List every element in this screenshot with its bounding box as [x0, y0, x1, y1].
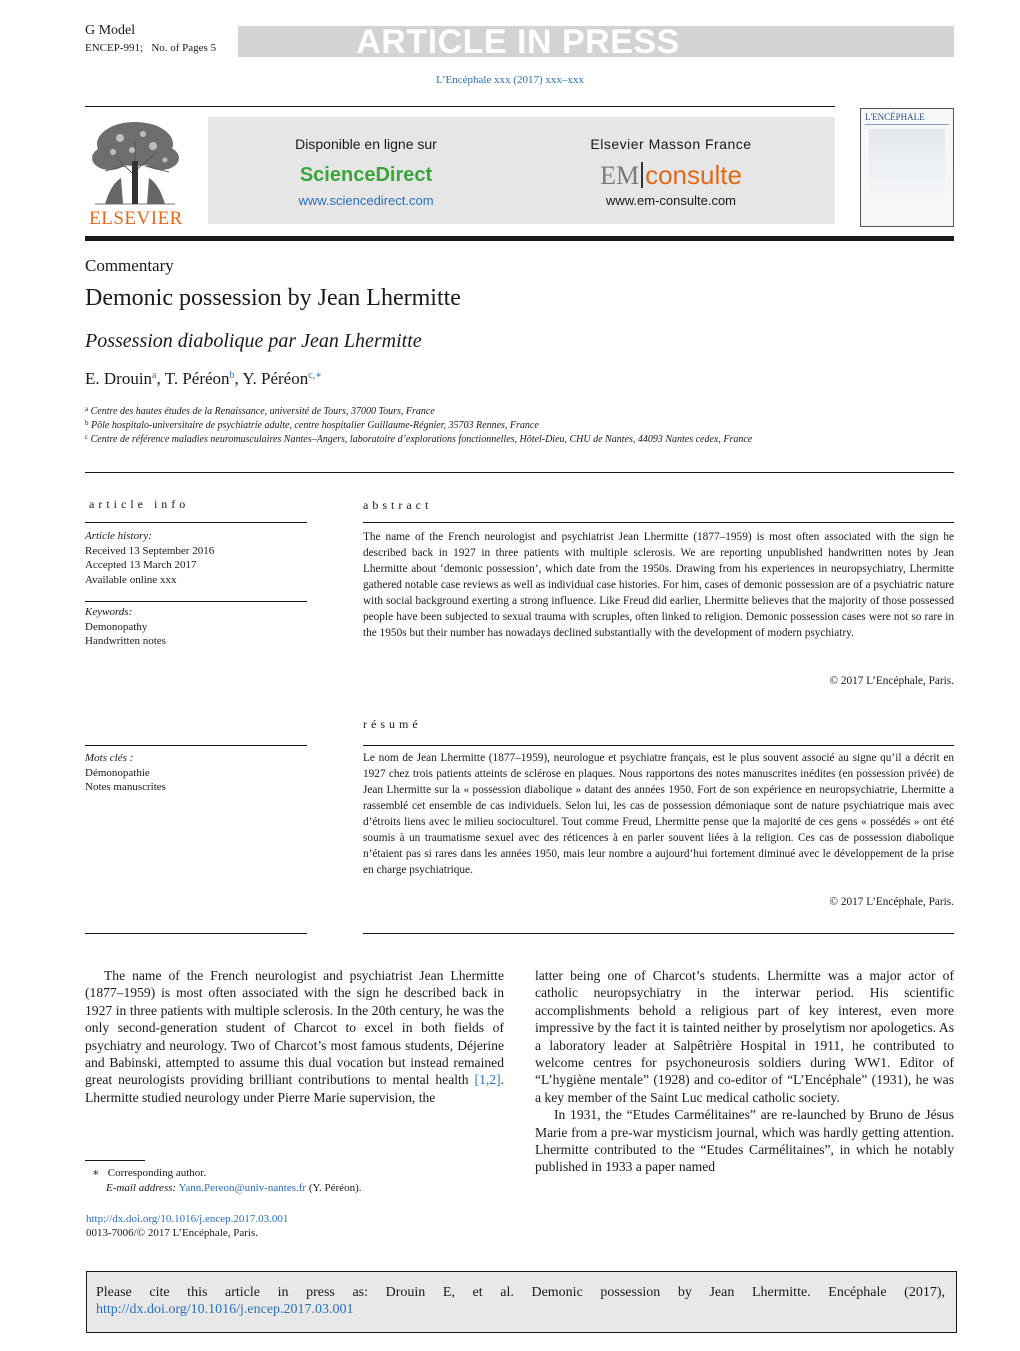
citation-sentence: Please cite this article in press as: Drouin E, et al. Demonic possession by Jean Lhermitte. Encéphale (2017), [96, 1285, 945, 1300]
author-affil-marker[interactable]: b [229, 370, 235, 381]
citation-text [96, 1284, 945, 1318]
article-title: Demonic possession by Jean Lhermitte [85, 285, 461, 311]
author-affil-marker[interactable]: a [152, 370, 157, 381]
em-consulte-link[interactable]: www.em-consulte.com [605, 193, 737, 208]
email-owner: (Y. Péréon). [308, 1182, 362, 1194]
title-block-rule [85, 472, 954, 473]
article-info-heading: article info [89, 497, 190, 511]
footnote-rule [85, 1160, 145, 1161]
encep-code: ENCEP-991; [85, 42, 144, 54]
elsevier-masson-label: Elsevier Masson France [590, 136, 752, 152]
corresponding-author-note [92, 1166, 206, 1181]
top-rule [85, 106, 835, 107]
cover-image [869, 129, 945, 199]
body-paragraph: In 1931, the “Etudes Carmélitaines” are re-launched by Bruno de Jésus Marie from a pre-war mysticism journal, which was hardly getting attention. Lhermitte contributed to the “Etudes Carmélitaines”, in which he notably published in 1933 a paper named [535, 1107, 954, 1175]
body-paragraph [85, 967, 504, 1106]
affiliation-marker: c [85, 433, 89, 441]
resume-text: Le nom de Jean Lhermitte (1877–1959), neurologue et psychiatre français, est le plus souvent associé au signe qu’il a décrit en 1927 chez trois patients atteints de sclérose en plaques. Nous rapportons des notes manuscrites inédites (en possession privée) de Jean Lhermitte sur la « possession diabolique » datant des années 1950. Fort de son expérience en neuropsychiatrie, Lhermitte a rassemblé cet ensemble de cas individuels. Selon lui, les cas de possession démoniaque sont de nature psychiatrique mais avec d’étroits liens avec le milieu socioculturel. Tout comme Freud, Lhermitte pense que la majorité de ces gens « possédés » ont été soumis à un traumatisme sexuel avec des réticences à en parler souvent liées à la religion. Ces cas de possession diabolique n’étaient pas si rares dans les années 1950, mais leur nombre a aujourd’hui fortement diminué avec le développement de la prise en charge psychiatrique. [363, 752, 954, 876]
keywords-rule [85, 601, 307, 602]
author-affil-marker[interactable]: c,∗ [308, 370, 322, 381]
author-name[interactable]: E. Drouin [85, 369, 153, 388]
keyword: Demonopathy [85, 620, 148, 633]
author-name[interactable]: Y. Péréon [242, 369, 309, 388]
author-name[interactable]: T. Péréon [164, 369, 230, 388]
resume-rule [363, 745, 954, 746]
abstract-text: The name of the French neurologist and psychiatrist Jean Lhermitte (1877–1959) is most often associated with the sign he described back in 1927 in three patients with multiple sclerosis. We are reporting unpublished handwritten notes by Jean Lhermitte about ‘demonic possession’, which date from the 1950s. Drawing from his experiences in neuropsychiatry, Lhermitte gathered notable case reviews as well as individual case histories. For him, cases of demonic possession are of a psychiatric nature with social background exerting a strong influence. Like Freud did earlier, Lhermitte believes that the majority of those possessed people have been subjected to sexual trauma with scruples, often linked to religion. Demonic possession cases were not so rare in the 1950s but their number has nowadays declined substantially with the development of modern psychiatry. [363, 531, 954, 639]
keyword: Handwritten notes [85, 635, 166, 647]
issn-copyright: 0013-7006/© 2017 L’Encéphale, Paris. [86, 1227, 259, 1239]
corresponding-author-label: Corresponding author. [107, 1167, 207, 1179]
page-count: No. of Pages 5 [151, 42, 217, 54]
article-history-label: Article history: [85, 530, 152, 542]
resume-heading: résumé [363, 717, 422, 731]
manuscript-id [85, 42, 216, 55]
email-label: E-mail address: [106, 1182, 177, 1194]
keywords-label: Keywords: [85, 606, 133, 618]
mot-cle: Notes manuscrites [85, 781, 166, 793]
body-column-2 [535, 967, 954, 1176]
abstract-copyright: © 2017 L’Encéphale, Paris. [829, 675, 954, 687]
resume-copyright: © 2017 L’Encéphale, Paris. [829, 896, 954, 908]
citation-doi-link[interactable]: http://dx.doi.org/10.1016/j.encep.2017.03.001 [96, 1302, 354, 1317]
accepted-date: Accepted 13 March 2017 [85, 559, 197, 571]
abstract-rule [363, 522, 954, 523]
mot-cle: Démonopathie [85, 766, 150, 779]
left-column-end-rule [85, 933, 307, 934]
body-text-segment: The name of the French neurologist and psychiatrist Jean Lhermitte (1877–1959) is most often associated with the sign he described back in 1927 in three patients with multiple sclerosis. In the 20th century, he was the only second-generation student of Charcot to excel in both fields of psychiatry and neurology. Two of Charcot’s most famous students, Déjerine and Babinski, attempted to assume this dual vocation but instead remained great neurologists providing brilliant contributions to mental health [85, 968, 504, 1088]
available-online-label: Disponible en ligne sur [295, 136, 437, 152]
affiliation-text: Centre des hautes études de la Renaissance, université de Tours, 37000 Tours, France [90, 406, 435, 417]
sciencedirect-logo[interactable]: ScienceDirect [299, 164, 433, 186]
mots-cles [85, 751, 166, 795]
em-logo-suffix: consulte [645, 160, 742, 190]
journal-cover-thumbnail [860, 108, 954, 227]
email-link[interactable]: Yann.Pereon@univ-nantes.fr [178, 1182, 307, 1194]
article-info-rule [85, 522, 307, 523]
affiliation [85, 430, 815, 447]
banner-bottom-rule [85, 236, 954, 241]
article-type: Commentary [85, 256, 174, 275]
received-date: Received 13 September 2016 [85, 544, 215, 557]
available-online-date: Available online xxx [85, 573, 177, 586]
article-in-press-title: ARTICLE IN PRESS [356, 23, 680, 61]
elsevier-wordmark: ELSEVIER [89, 208, 183, 229]
elsevier-tree-icon [85, 116, 185, 208]
cover-rule [865, 124, 949, 125]
reference-link[interactable]: [1,2] [474, 1072, 501, 1088]
article-subtitle: Possession diabolique par Jean Lhermitte [85, 330, 422, 352]
sciencedirect-link[interactable]: www.sciencedirect.com [298, 193, 434, 208]
email-line [106, 1181, 361, 1196]
keywords [85, 605, 166, 649]
em-logo-divider [641, 162, 643, 188]
affiliation-marker: a [85, 405, 89, 413]
mots-cles-rule [85, 745, 307, 746]
mots-cles-label: Mots clés : [85, 752, 134, 764]
em-consulte-logo[interactable] [555, 160, 787, 191]
body-text-segment: . Lhermitte studied neurology under Pierre Marie supervision, the [85, 1072, 504, 1105]
footnote-star: ∗ [92, 1167, 100, 1179]
right-column-end-rule [363, 933, 954, 934]
doi-link[interactable]: http://dx.doi.org/10.1016/j.encep.2017.03.001 [86, 1213, 289, 1225]
em-logo-prefix: EM [600, 161, 640, 190]
body-paragraph: latter being one of Charcot’s students. Lhermitte was a major actor of catholic neuropsychiatry in the interwar period. His scientific accomplishments behold a religious part of key interest, even more impressive by the fact it is tainted neither by proselytism nor apologetics. As a laboratory leader at Salpêtrière Hospital in 1911, he contributed to welcome centres for psychoneurosis soldiers during WW1. Editor of “L’hygiène mentale” (1928) and co-editor of “L’Encéphale” (1931), he was a key member of the Saint Luc medical catholic society. [535, 968, 954, 1105]
journal-reference[interactable]: L’Encéphale xxx (2017) xxx–xxx [436, 74, 584, 86]
affiliation-marker: b [85, 419, 89, 427]
affiliation-text: Centre de référence maladies neuromusculaires Nantes–Angers, laboratoire d’explorations fonctionnelles, Hôtel-Dieu, CHU de Nantes, 44093 Nantes cedex, France [90, 434, 753, 445]
affiliation-text: Pôle hospitalo-universitaire de psychiatrie adulte, centre hospitalier Guillaume-Régnier, 35703 Rennes, France [91, 420, 539, 431]
body-column-1 [85, 967, 504, 1106]
abstract-heading: abstract [363, 498, 433, 512]
author-list: E. Drouin$^a$, T. Péréon$^b$, Y. Péréon$^{c,∗}$ [85, 369, 322, 388]
cover-title: L'ENCÉPHALE [865, 112, 925, 122]
g-model-label: G Model [85, 23, 136, 38]
article-history [85, 529, 214, 587]
